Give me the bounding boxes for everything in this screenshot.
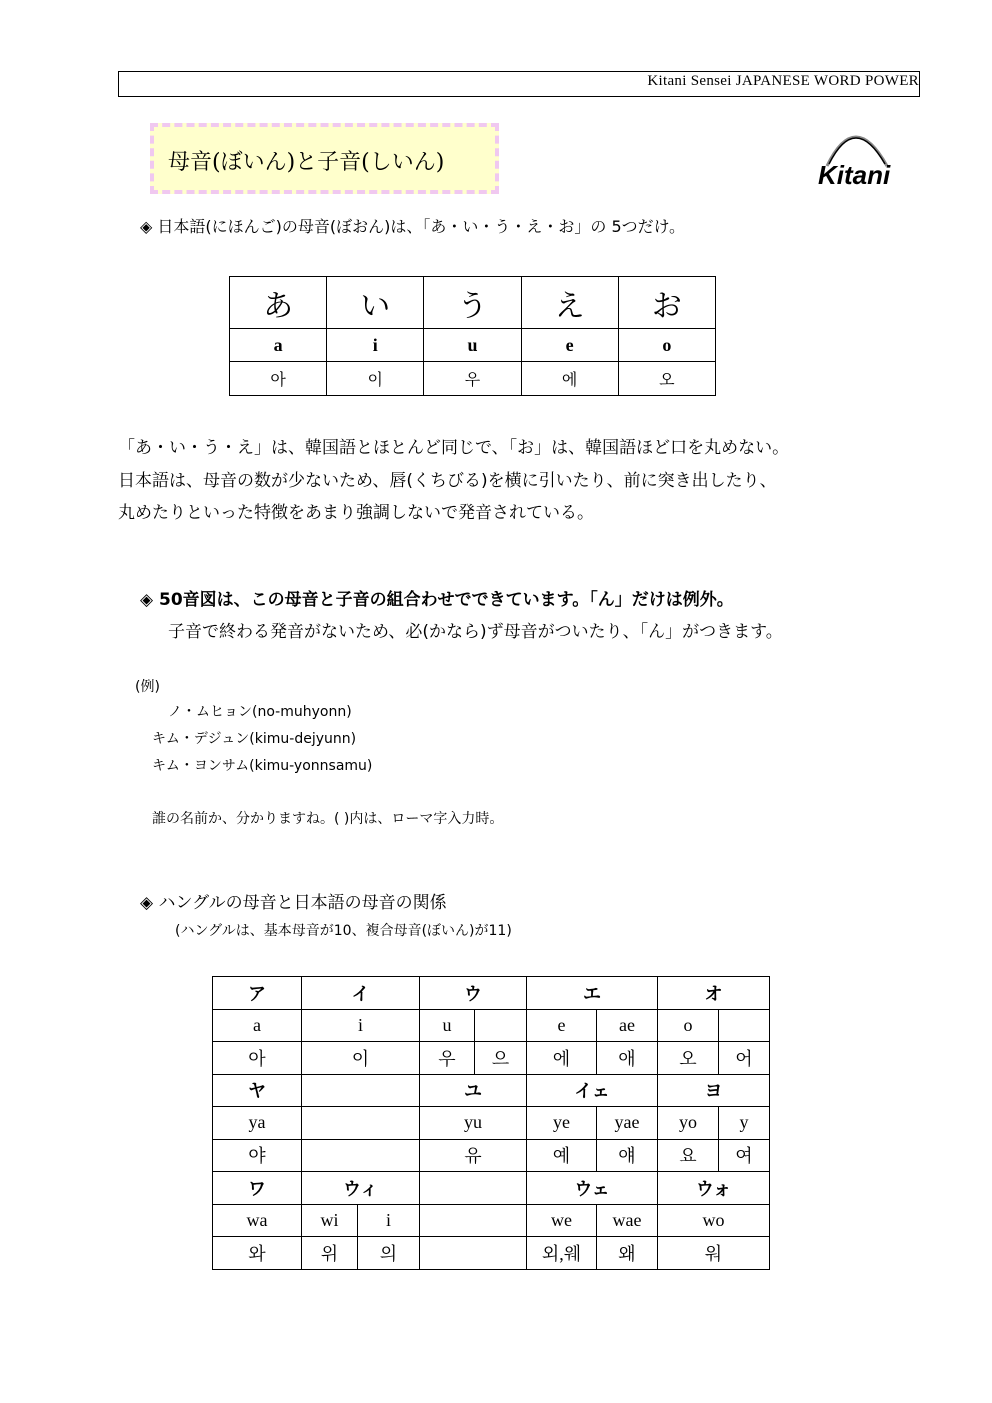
table-row	[230, 329, 716, 362]
table-cell: 이	[327, 362, 424, 396]
table-cell: e	[527, 1009, 597, 1042]
table-cell: yu	[420, 1107, 527, 1140]
table-cell: i	[327, 329, 424, 362]
table-cell: 에	[527, 1042, 597, 1075]
table-cell: 여	[719, 1139, 770, 1172]
section2-heading	[140, 585, 734, 610]
table-cell: お	[618, 277, 715, 329]
table-cell: o	[618, 329, 715, 362]
example-item: キム・ヨンサム(kimu-yonnsamu)	[152, 758, 373, 774]
table-row	[213, 1237, 770, 1270]
section3-heading	[140, 888, 447, 913]
table-row	[230, 362, 716, 396]
table-cell	[719, 1009, 770, 1042]
header-title: Kitani Sensei JAPANESE WORD POWER	[647, 73, 919, 89]
table-cell: ye	[527, 1107, 597, 1140]
bullet-icon: ◈	[140, 590, 154, 610]
table-cell: 워	[658, 1237, 770, 1270]
table-cell	[302, 1107, 420, 1140]
table-cell: a	[213, 1009, 302, 1042]
table-cell: 어	[719, 1042, 770, 1075]
table-cell: イ	[302, 977, 420, 1010]
table-cell: 의	[358, 1237, 420, 1270]
example-label: (例)	[135, 679, 160, 695]
table-row	[213, 1042, 770, 1075]
hangul-vowel-table	[212, 976, 770, 1270]
table-cell: wi	[302, 1204, 358, 1237]
table-cell: ae	[597, 1009, 658, 1042]
table-cell: ヤ	[213, 1074, 302, 1107]
table-cell: 우	[420, 1042, 475, 1075]
table-cell: 오	[618, 362, 715, 396]
table-cell: yo	[658, 1107, 719, 1140]
table-cell: e	[521, 329, 618, 362]
example-item: キム・デジュン(kimu-dejyunn)	[152, 731, 357, 747]
table-cell	[302, 1074, 420, 1107]
table-cell: ウェ	[527, 1172, 658, 1205]
table-cell: オ	[658, 977, 770, 1010]
table-cell: エ	[527, 977, 658, 1010]
table-cell: wae	[597, 1204, 658, 1237]
table-cell: wo	[658, 1204, 770, 1237]
table-cell: ウォ	[658, 1172, 770, 1205]
table-cell: 요	[658, 1139, 719, 1172]
table-cell: ya	[213, 1107, 302, 1140]
table-cell: 으	[475, 1042, 527, 1075]
table-cell	[420, 1237, 527, 1270]
table-row	[213, 1139, 770, 1172]
table-cell: yae	[597, 1107, 658, 1140]
title-box	[150, 123, 499, 194]
page-header	[118, 71, 920, 97]
table-cell: ウィ	[302, 1172, 420, 1205]
table-cell: 왜	[597, 1237, 658, 1270]
table-cell: wa	[213, 1204, 302, 1237]
section1-line	[140, 214, 685, 237]
example-note: 誰の名前か、分かりますね。( )内は、ローマ字入力時。	[152, 811, 504, 827]
table-cell: we	[527, 1204, 597, 1237]
table-cell	[420, 1204, 527, 1237]
section1-text: 日本語(にほんご)の母音(ぼおん)は、「あ・い・う・え・お」の 5つだけ。	[157, 217, 686, 236]
bullet-icon: ◈	[140, 893, 154, 913]
section3-heading-text: ハングルの母音と日本語の母音の関係	[158, 893, 447, 913]
table-cell: 아	[230, 362, 327, 396]
table-cell: い	[327, 277, 424, 329]
table-cell: 우	[424, 362, 521, 396]
table-cell: u	[424, 329, 521, 362]
table-row	[213, 977, 770, 1010]
table-cell: 외,웨	[527, 1237, 597, 1270]
svg-text:Kitani: Kitani	[818, 160, 891, 188]
table-cell: 애	[597, 1042, 658, 1075]
section2-sub: 子音で終わる発音がないため、必(かなら)ず母音がついたり、「ん」がつきます。	[168, 622, 783, 642]
section2-heading-text: 50音図は、この母音と子音の組合わせでできています。「ん」だけは例外。	[159, 590, 734, 610]
table-cell: y	[719, 1107, 770, 1140]
table-cell: ウ	[420, 977, 527, 1010]
table-cell: 이	[302, 1042, 420, 1075]
bullet-icon: ◈	[140, 217, 153, 236]
table-cell: i	[302, 1009, 420, 1042]
paragraph-line: 丸めたりといった特徴をあまり強調しないで発音されている。	[118, 503, 594, 523]
table-cell: う	[424, 277, 521, 329]
table-cell	[420, 1172, 527, 1205]
table-row	[230, 277, 716, 329]
table-cell: ア	[213, 977, 302, 1010]
table-cell: 와	[213, 1237, 302, 1270]
table-row	[213, 1204, 770, 1237]
table-row	[213, 1172, 770, 1205]
table-cell: 예	[527, 1139, 597, 1172]
table-cell: 아	[213, 1042, 302, 1075]
table-cell: 오	[658, 1042, 719, 1075]
table-cell: a	[230, 329, 327, 362]
table-cell: 얘	[597, 1139, 658, 1172]
paragraph-line: 日本語は、母音の数が少ないため、唇(くちびる)を横に引いたり、前に突き出したり、	[118, 471, 777, 491]
table-cell: 유	[420, 1139, 527, 1172]
table-cell	[302, 1139, 420, 1172]
table-cell: 야	[213, 1139, 302, 1172]
table-cell: i	[358, 1204, 420, 1237]
table-row	[213, 1107, 770, 1140]
table-cell: 에	[521, 362, 618, 396]
table-cell	[475, 1009, 527, 1042]
table-cell: u	[420, 1009, 475, 1042]
table-cell: え	[521, 277, 618, 329]
table-cell: ワ	[213, 1172, 302, 1205]
kitani-logo	[815, 118, 900, 188]
vowel-table	[229, 276, 716, 396]
section3-sub: (ハングルは、基本母音が10、複合母音(ぼいん)が11)	[175, 923, 512, 939]
table-cell: イェ	[527, 1074, 658, 1107]
table-cell: ユ	[420, 1074, 527, 1107]
table-row	[213, 1074, 770, 1107]
table-cell: 위	[302, 1237, 358, 1270]
page-title: 母音(ぼいん)と子音(しいん)	[168, 150, 445, 175]
table-cell: ヨ	[658, 1074, 770, 1107]
table-cell: o	[658, 1009, 719, 1042]
example-item: ノ・ムヒョン(no-muhyonn)	[168, 704, 352, 720]
paragraph-line: 「あ・い・う・え」は、韓国語とほとんど同じで、「お」は、韓国語ほど口を丸めない。	[118, 438, 790, 458]
table-row	[213, 1009, 770, 1042]
table-cell: あ	[230, 277, 327, 329]
